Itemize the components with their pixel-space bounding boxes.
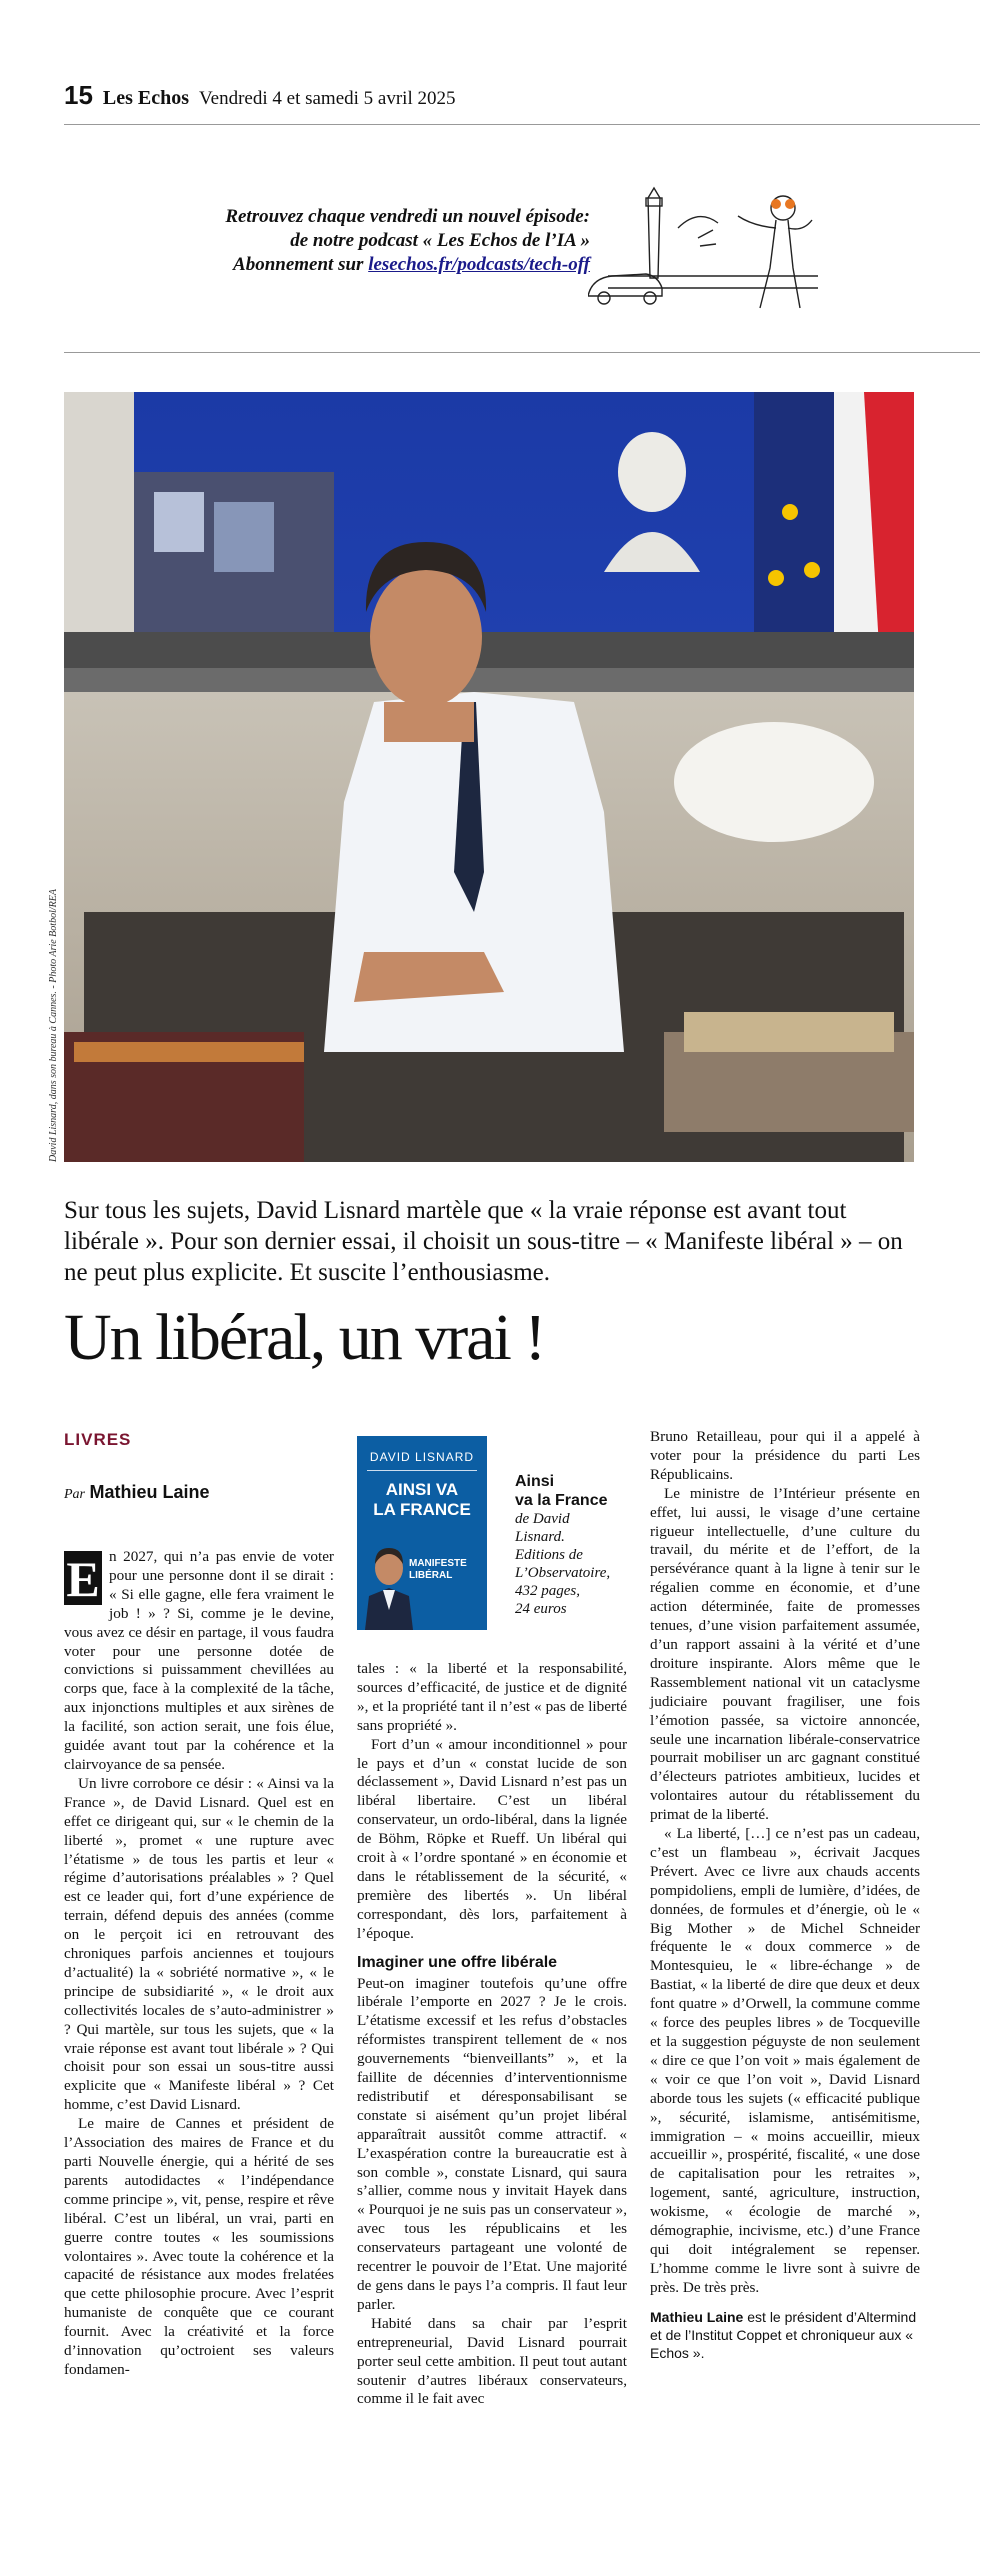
paragraph: Habité dans sa chair par l’esprit entrepreneurial, David Lisnard pourrait porter seul cette ambition. Il peut tout autant soutenir d’autres libéraux conservateurs, comme il le fait avec [357, 2314, 627, 2408]
podcast-link[interactable]: lesechos.fr/podcasts/tech-off [368, 254, 590, 275]
article-column-2 [357, 1660, 627, 2409]
subheading: Imaginer une offre libérale [357, 1953, 558, 1971]
byline [64, 1482, 210, 1503]
paragraph: « La liberté, […] ce n’est pas un cadeau, c’est un flambeau », écrivait Jacques Prévert. Avec ce livre aux chauds accents pompidoliens, empli de lumière, d’idées, de données, de formules et d’énergie, où le « Big Mother » de Michel Schneider fréquente le « doux commerce » de Montesquieu, le « libre-échange » de Bastiat, « la liberté de dire que deux et deux font quatre » d’Orwell, la commune comme « force des peuples libres » de Tocqueville et la suggestion péguyste de non seulement « dire ce que l’on voit » mais également de « voir ce que l’on voit », David Lisnard aborde tous les sujets (« efficacité publique », sécurité, islamisme, antisémitisme, immigration – « moins accueillir, mieux accueillir », prospérité, fiscalité, « une dose de capitalisation pour les retraites », logement, santé, agriculture, instruction, wokisme, « écologie de marché », démographie, incivisme, etc.) d’une France qui doit intégralement se repenser. L’homme comme le livre sont à suivre de près. De très près. [650, 1825, 920, 2296]
book-title: Ainsi va la France [515, 1473, 608, 1509]
book-cover [357, 1436, 487, 1630]
promo-line-2: de notre podcast « Les Echos de l’IA » [290, 230, 590, 251]
paragraph: Bruno Retailleau, pour qui il a appelé à voter pour la présidence du parti Les Républicains. [650, 1428, 920, 1483]
podcast-illustration [588, 168, 818, 318]
cover-separator [367, 1470, 477, 1471]
section-label: LIVRES [64, 1430, 132, 1449]
byline-par: Par [64, 1487, 85, 1502]
page-number: 15 [64, 80, 93, 110]
podcast-promo [150, 205, 590, 277]
paragraph: tales : « la liberté et la responsabilité, sources d’efficacité, de justice et de dignité », et la propriété tant il n’est « pas de liberté sans propriété ». [357, 1660, 627, 1734]
promo-line-3: Abonnement sur lesechos.fr/podcasts/tech-off [233, 254, 590, 275]
promo-divider [64, 352, 980, 353]
paragraph: Peut-on imaginer toutefois qu’une offre libérale l’emporte en 2027 ? Je le crois. L’étatisme excessif et les refus d’obstacles réformistes transpirent tellement de « nos gouvernements “bienveillants” », et la faillite de décennies d’interventionnisme redistributif et déresponsabilisant se constate si aisément qu’un projet libéral apparaîtrait aussitôt comme attractif. « L’exaspération contre la bureaucratie est à son comble », constate Lisnard, qui saura s’allier, comme nous y invitait Hayek dans « Pourquoi je ne suis pas un conservateur », avec tous les républicains et les conservateurs partageant une volonté de recentrer le pouvoir de l’Etat. Une majorité de gens dans le pays l’a compris. Il faut leur parler. [357, 1974, 627, 2313]
dropcap: E [64, 1551, 102, 1605]
cover-portrait [363, 1540, 415, 1630]
book-info [515, 1472, 625, 1618]
cover-author: DAVID LISNARD [369, 1450, 475, 1464]
paragraph: Fort d’un « amour inconditionnel » pour le pays et d’un « constat lucide de son déclassement », David Lisnard n’est pas un libéral libertaire. C’est un libéral conservateur, un ordo-libéral, dans la lignée de Böhm, Röpke et Rueff. Un libéral qui croit à « l’ordre spontané » en économie et dans le rétablissement de la sécurité, « première des libertés ». Un libéral correspondant, dès lors, parfaitement à l’époque. [357, 1735, 627, 1942]
byline-author: Mathieu Laine [89, 1482, 210, 1502]
promo-line-1: Retrouvez chaque vendredi un nouvel épisode: [225, 206, 590, 227]
cover-title: AINSI VA LA FRANCE [373, 1480, 471, 1519]
header-divider [64, 124, 980, 125]
author-note-name: Mathieu Laine [650, 2308, 744, 2325]
article-headline: Un libéral, un vrai ! [64, 1301, 545, 1374]
page-header [64, 80, 455, 111]
photo-credit: David Lisnard, dans son bureau à Cannes. - Photo Arie Botbol/REA [48, 889, 59, 1162]
article-column-3 [650, 1428, 920, 2362]
cover-subtitle: MANIFESTE LIBÉRAL [409, 1558, 467, 1581]
issue-date: Vendredi 4 et samedi 5 avril 2025 [199, 88, 456, 109]
author-note: Mathieu Laine est le président d’Altermind et de l’Institut Coppet et chroniqueur aux « Echos ». [650, 2308, 917, 2361]
paragraph: Le maire de Cannes et président de l’Association des maires de France et du parti Nouvelle énergie, qui a hérité de ses parents autodidactes « l’indépendance comme principe », vit, pense, respire et rêve libéral. C’est un libéral, un vrai, parti en guerre contre toutes « les soumissions volontaires ». Avec toute la cohérence et la capacité de résistance aux modes frelatées que cette philosophie procure. Avec l’esprit humaniste de conquête que ce courant fournit. Avec la créativité et la force d’innovation qu’octroient ses valeurs fondamen- [64, 2115, 334, 2378]
article-lede: Sur tous les sujets, David Lisnard martèle que « la vraie réponse est avant tout libérale ». Pour son dernier essai, il choisit un sous-titre – « Manifeste libéral » – on ne peut plus explicite. Et suscite l’enthousiasme. [64, 1197, 903, 1286]
paragraph: E n 2027, qui n’a pas envie de voter pour une personne dont il se dirait : « Si elle gagne, elle fera vraiment le job ! » ? Si, comme je le devine, vous avez ce désir en partage, il vous faudra voter pour une personne dotée de convictions si puissamment chevillées au corps que, face à la complexité de la tâche, aux injonctions multiples et aux sirènes de la facilité, son action serait, une fois élue, guidée avant tout par la cohérence et la clairvoyance de sa pensée. [64, 1548, 334, 1773]
paragraph: Le ministre de l’Intérieur présente en effet, lui aussi, le visage d’une certaine rigueur intellectuelle, d’une culture du travail, du mérite et de l’effort, de la persévérance quant à la ligne à tenir sur le régalien comme en économie, et d’une action déterminée, faite de promesses tenues, d’une vision parfaitement assumée, d’un rapport assaini à la vérité et d’une droiture inspirante. Alors même que le Rassemblement national vit un cataclysme judiciaire pouvant fragiliser, une fois l’émotion passée, sa victoire annoncée, seule une incarnation libérale-conservatrice pourrait mobiliser un arc gagnant constitué d’électeurs patriotes ambitieux, lucides et volontaires autour du rétablissement du primat de la liberté. [650, 1484, 920, 1824]
portrait-photo [64, 392, 914, 1162]
article-column-1 [64, 1548, 334, 2380]
paragraph: Un livre corrobore ce désir : « Ainsi va la France », de David Lisnard. Quel est en effet ce dirigeant qui, sur « le chemin de la liberté », promet « une rupture avec l’étatisme » de tous les partis et leur « régime d’autorisations préalables » ? Quel est ce leader qui, fort d’une expérience de terrain, défend depuis des années (comme on le perçoit ici en retrouvant des chroniques parfois anciennes et toujours d’actualité) la « sobriété normative », « le principe de subsidiarité », « le droit aux collectivités locales de s’auto-administrer » ? Qui martèle, sur tous les sujets, que « la vraie réponse est avant tout libérale » ? Qui choisit pour son essai un sous-titre aussi explicite que « Manifeste libéral » ? Cet homme, c’est David Lisnard. [64, 1774, 334, 2114]
newspaper-brand: Les Echos [102, 87, 190, 109]
book-meta: de David Lisnard. Editions de L’Observatoire, 432 pages, 24 euros [515, 1511, 611, 1617]
